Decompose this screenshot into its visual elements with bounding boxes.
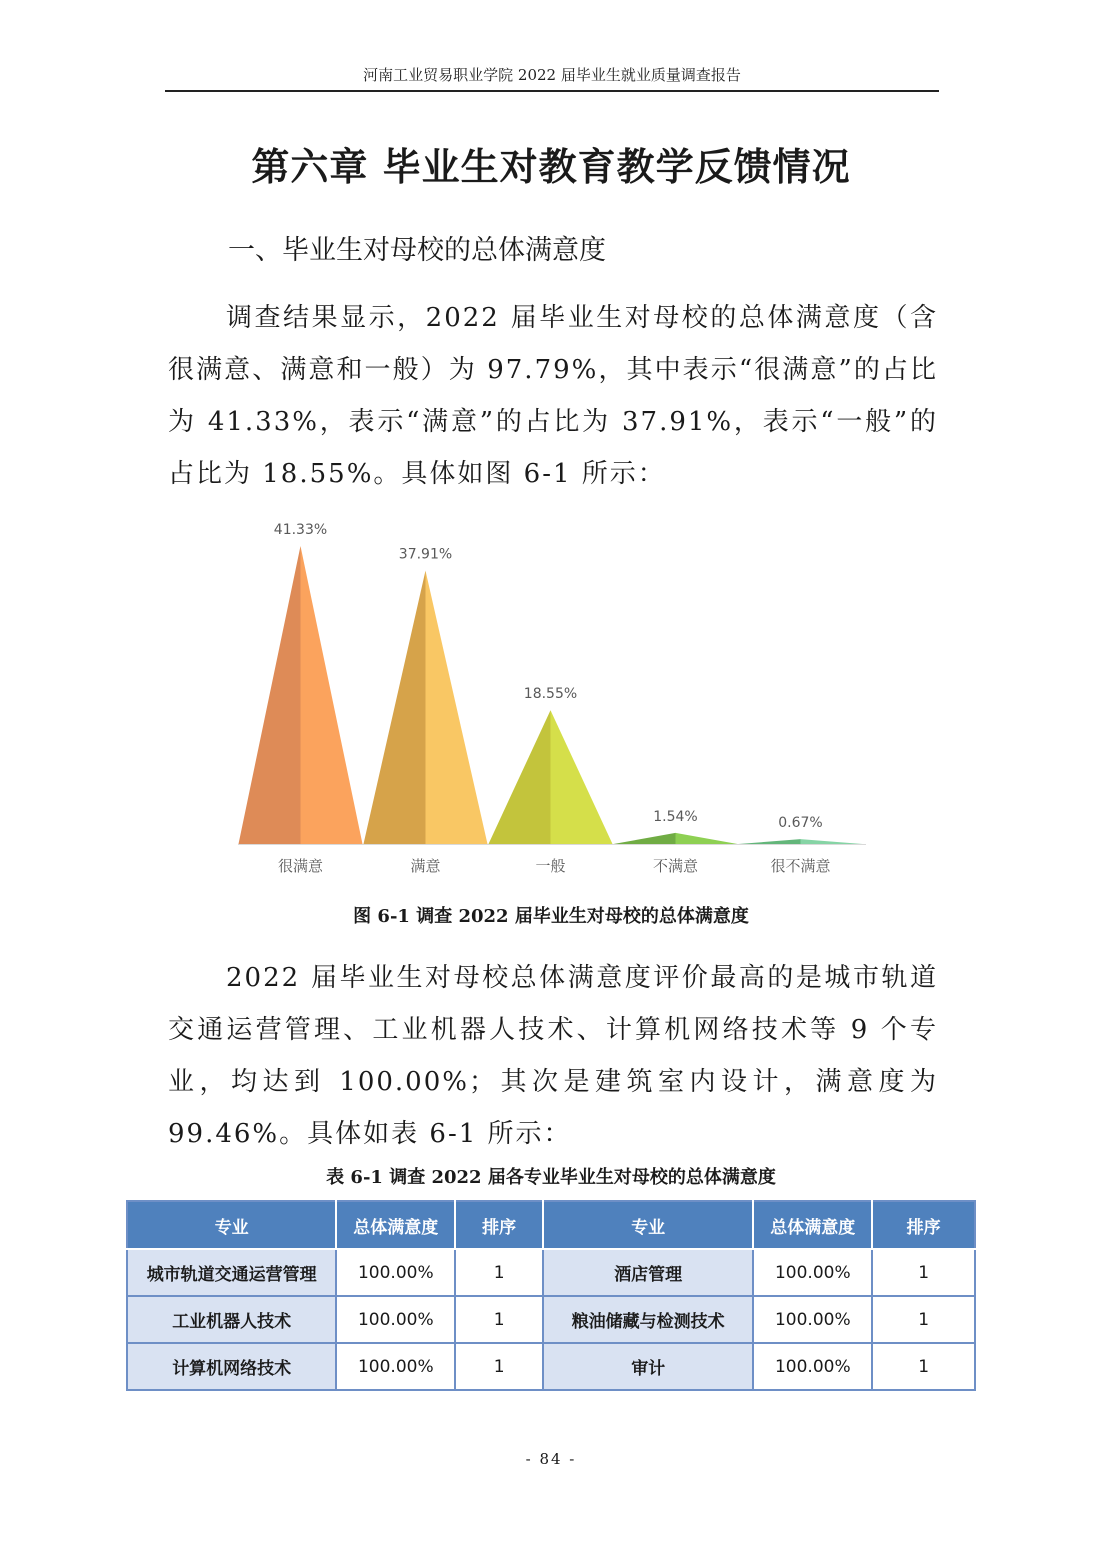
running-header: 河南工业贸易职业学院 2022 届毕业生就业质量调查报告 [165, 62, 939, 92]
rank-cell: 1 [872, 1249, 975, 1296]
satisfaction-cell: 100.00% [753, 1296, 872, 1343]
satisfaction-cell: 100.00% [336, 1343, 455, 1390]
cone-right-face-不满意 [676, 833, 738, 844]
rank-cell: 1 [872, 1296, 975, 1343]
data-label: 1.54% [653, 808, 698, 825]
paragraph-major-satisfaction: 2022 届毕业生对母校总体满意度评价最高的是城市轨道交通运营管理、工业机器人技术、计算机网络技术等 9 个专业，均达到 100.00%；其次是建筑室内设计，满意度为 99.46%。具体如表 6-1 所示： [168, 963, 938, 1149]
cone-right-face-一般 [551, 710, 613, 844]
major-cell: 粮油储藏与检测技术 [543, 1296, 753, 1343]
major-satisfaction-table [126, 1200, 976, 1391]
cone-right-face-很满意 [301, 546, 363, 844]
header-satisfaction: 总体满意度 [336, 1201, 455, 1249]
category-label: 很满意 [277, 857, 324, 875]
header-major: 专业 [127, 1201, 336, 1249]
major-cell: 计算机网络技术 [127, 1343, 336, 1390]
section-title: 一、毕业生对母校的总体满意度 [228, 235, 606, 266]
cone-left-face-很不满意 [739, 839, 801, 844]
major-cell: 工业机器人技术 [127, 1296, 336, 1343]
category-label: 满意 [410, 857, 441, 875]
rank-cell: 1 [872, 1343, 975, 1390]
cone-right-face-很不满意 [801, 839, 863, 844]
data-label: 41.33% [273, 522, 328, 538]
major-cell: 审计 [543, 1343, 753, 1390]
data-label: 37.91% [398, 546, 453, 563]
table-row [127, 1296, 975, 1343]
rank-cell: 1 [455, 1343, 543, 1390]
chapter-title: 第六章 毕业生对教育教学反馈情况 [251, 145, 851, 189]
category-label: 一般 [535, 857, 566, 875]
table-header-row [127, 1201, 975, 1249]
satisfaction-cell: 100.00% [753, 1249, 872, 1296]
table-row [127, 1249, 975, 1296]
category-label: 很不满意 [770, 857, 831, 875]
data-label: 18.55% [523, 686, 578, 703]
figure-caption: 图 6-1 调查 2022 届毕业生对母校的总体满意度 [353, 906, 749, 927]
rank-cell: 1 [455, 1249, 543, 1296]
cone-left-face-一般 [489, 710, 551, 844]
data-label: 0.67% [778, 815, 823, 832]
page-number: - 84 - [525, 1450, 577, 1468]
major-cell: 城市轨道交通运营管理 [127, 1249, 336, 1296]
paragraph-satisfaction-summary: 调查结果显示，2022 届毕业生对母校的总体满意度（含很满意、满意和一般）为 97.79%，其中表示“很满意”的占比为 41.33%，表示“满意”的占比为 37.91%，表示“一般”的占比为 18.55%。具体如图 6-1 所示： [168, 303, 938, 489]
header-satisfaction: 总体满意度 [753, 1201, 872, 1249]
major-cell: 酒店管理 [543, 1249, 753, 1296]
table-row [127, 1343, 975, 1390]
header-rank: 排序 [455, 1201, 543, 1249]
table-caption: 表 6-1 调查 2022 届各专业毕业生对母校的总体满意度 [326, 1167, 776, 1188]
header-major: 专业 [543, 1201, 753, 1249]
cone-left-face-不满意 [614, 833, 676, 844]
cone-left-face-满意 [364, 571, 426, 844]
cone-left-face-很满意 [239, 546, 301, 844]
satisfaction-cell: 100.00% [336, 1249, 455, 1296]
satisfaction-cell: 100.00% [336, 1296, 455, 1343]
satisfaction-cone-chart [230, 508, 870, 886]
rank-cell: 1 [455, 1296, 543, 1343]
header-rank: 排序 [872, 1201, 975, 1249]
category-label: 不满意 [652, 857, 699, 875]
cone-right-face-满意 [426, 571, 488, 844]
satisfaction-cell: 100.00% [753, 1343, 872, 1390]
